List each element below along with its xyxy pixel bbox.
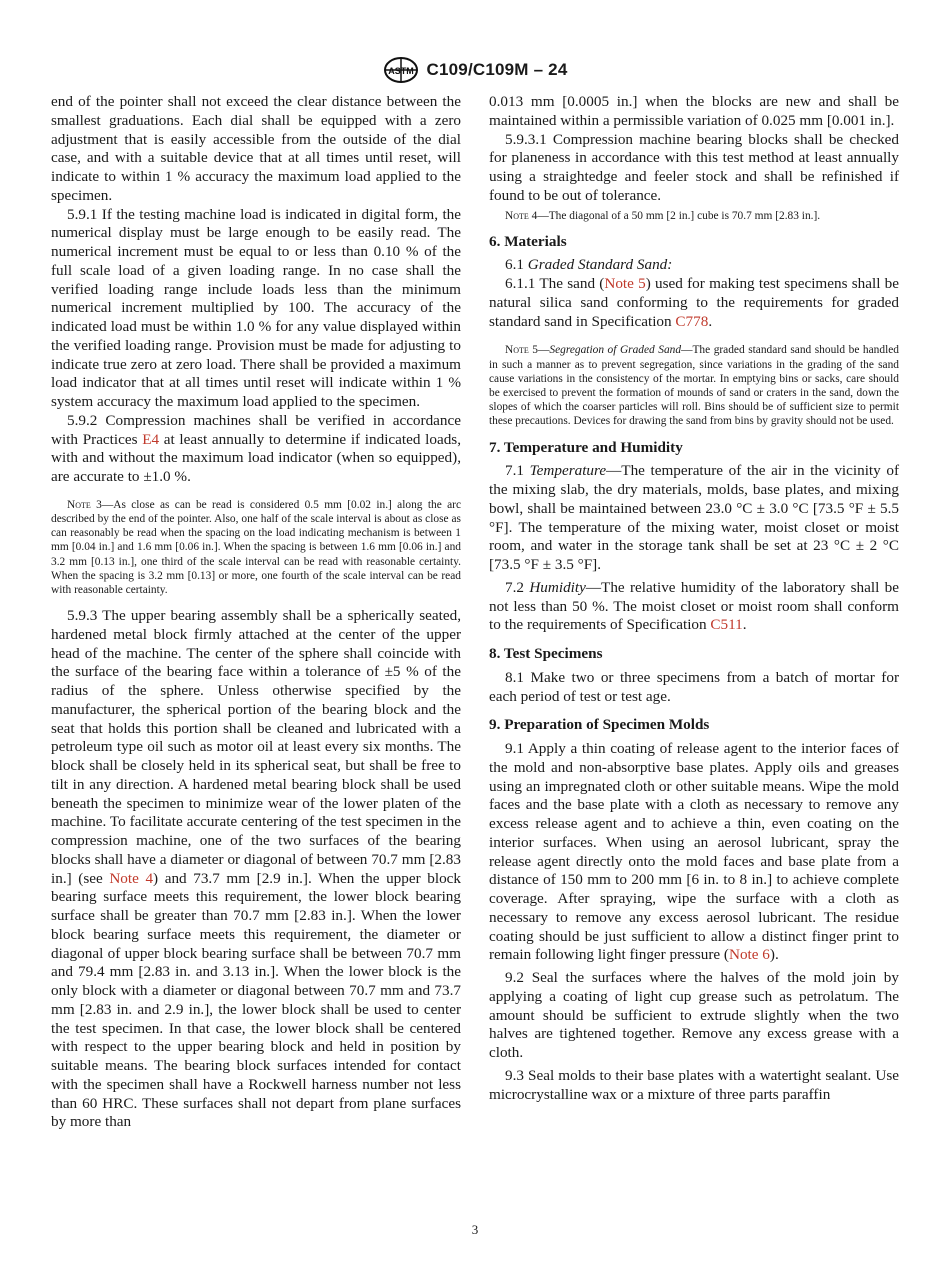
section-8-heading: 8. Test Specimens — [489, 645, 603, 663]
paragraph-5-9-cont: end of the pointer shall not exceed the clear distance between the smallest graduations. Each dial shall be equipped with a zero adjustment that is easily accessible from the outside of the dial case, and with a suitable device that at all times until reset, will indicate to within 1 % accuracy the maximum load applied to the specimen. — [51, 93, 461, 204]
paragraph-8-1: 8.1 Make two or three specimens from a batch of mortar for each period of test or test age. — [489, 668, 899, 705]
page-header — [0, 55, 950, 85]
standard-designation: C109/C109M – 24 — [426, 60, 568, 79]
paragraph-9-3: 9.3 Seal molds to their base plates with a watertight sealant. Use microcrystalline wax or a mixture of three parts paraffin — [489, 1066, 899, 1103]
paragraph-7-1: 7.1 Temperature—The temperature of the air in the vicinity of the mixing slab, the dry materials, molds, base plates, and mixing bowl, shall be maintained between 23.0 °C ± 3.0 °C [73.5 °F ± 5.5 °F]. The temperature of the mixing water, moist closet or moist room, and water in the storage tank shall be set at 23 °C ± 2 °C [73.5 °F ± 3.5 °F]. — [489, 462, 900, 574]
paragraph-5-9-3: 5.9.3 The upper bearing assembly shall be a spherically seated, hardened metal block firmly attached at the center of the upper head of the machine. The center of the sphere shall coincide with the surface of the bearing face within a tolerance of ±5 % of the radius of the sphere. Unless otherwise specified by the manufacturer, the spherical portion of the bearing block and the seat that holds this portion shall be cleaned and lubricated with a petroleum type oil such as motor oil at least every six months. The block shall be closely held in its spherical seat, but shall be free to tilt in any direction. A hardened metal bearing block shall be used beneath the specimen to minimize wear of the lower platen of the machine. To facilitate accurate centering of the test specimen in the compression machine, one of the two surfaces of the bearing blocks shall have a diameter or diagonal of between 70.7 mm [2.83 in.] (see Note 4) and 73.7 mm [2.9 in.]. When the upper block bearing surface meets this requirement, the lower block bearing surface shall be greater than 70.7 mm [2.83 in.]. When the lower block bearing surface meets this requirement, the diameter or diagonal of upper block bearing surface shall be between 70.7 mm and 79.4 mm [2.83 in. and 3.13 in.]. When the lower block is the only block with a diameter or diagonal between 70.7 mm and 73.7 mm [2.83 in. and 2.9 in.], the lower block shall be used to center the test specimen. In that case, the lower block shall be centered with respect to the upper bearing block and held in position by suitable means. The bearing block surfaces intended for contact with the specimen shall have a Rockwell harness number not less than 60 HRC. These surfaces shall not depart from plane surfaces by more than — [51, 607, 461, 1131]
paragraph-6-1: 6.1 Graded Standard Sand: — [505, 256, 673, 274]
note-4: Note 4—The diagonal of a 50 mm [2 in.] cube is 70.7 mm [2.83 in.]. — [505, 209, 821, 222]
link-note-4[interactable]: Note 4 — [109, 869, 154, 887]
page-number: 3 — [471, 1222, 479, 1237]
paragraph-9-1: 9.1 Apply a thin coating of release agent to the interior faces of the mold and non-absorptive base plates. Apply oils and greases using an impregnated cloth or other suitable means. Wipe the mold faces and the base plate with a cloth as necessary to remove any excess release agent and to achieve a thin, even coating on the interior surfaces. When using an aerosol lubricant, spray the release agent directly onto the mold faces and base plate from a distance of 150 mm to 200 mm [6 in. to 8 in.] to achieve complete coverage. After spraying, wipe the surface with a cloth as necessary to remove any excess aerosol lubricant. The residue coating should be just sufficient to allow a distinct finger print to remain following light finger pressure (Note 6). — [489, 740, 899, 964]
note-3: Note 3—As close as can be read is considered 0.5 mm [0.02 in.] along the arc described by the end of the pointer. Also, one half of the scale interval is about as close as can reasonably be read when the spacing on the load indicating mechanism is between 1 mm [0.04 in.] and 1.6 mm [0.06 in.]. When the spacing is between 1.6 mm [0.06 in.] and 3.2 mm [0.13 in.], one third of the scale interval can be read with reasonable certainty. When the spacing is 3.2 mm [0.13] or more, one fourth of the scale interval can be read with reasonable certainty. — [51, 498, 461, 596]
note-5: Note 5—Segregation of Graded Sand—The graded standard sand should be handled in such a manner as to prevent segregation, since variations in the grading of the sand cause variations in the consistency of the mortar. In emptying bins or sacks, care should be exercised to prevent the formation of mounds of sand or craters in the sand, down the slopes of which the coarser particles will roll. Bins should be of sufficient size to permit these precautions. Devices for drawing the sand from bins by gravity should not be used. — [489, 344, 899, 428]
right-column — [489, 93, 899, 1104]
left-column — [51, 93, 461, 1132]
section-6-heading: 6. Materials — [489, 232, 567, 250]
paragraph-5-9-1: 5.9.1 If the testing machine load is indicated in digital form, the numerical display must be large enough to be easily read. The numerical increment must be equal to or less than 0.10 % of the full scale load of a given loading range. In no case shall the verified loading range include loads less than the minimum numerical increment multiplied by 100. The accuracy of the indicated load must be within 1.0 % for any value displayed within the verified loading range. Provision must be made for adjusting to indicate true zero at zero load. There shall be provided a maximum load indicator that at all times until reset will indicate within 1 % system accuracy the maximum load applied to the specimen. — [51, 205, 461, 410]
link-e4[interactable]: E4 — [142, 430, 160, 448]
link-c778[interactable]: C778 — [675, 312, 709, 330]
paragraph-5-9-3-cont: 0.013 mm [0.0005 in.] when the blocks are new and shall be maintained within a permissible variation of 0.025 mm [0.001 in.]. — [489, 93, 899, 129]
link-note-5[interactable]: Note 5 — [604, 275, 646, 293]
link-c511[interactable]: C511 — [710, 616, 743, 634]
paragraph-7-2: 7.2 Humidity—The relative humidity of the laboratory shall be not less than 50 %. The moist closet or moist room shall conform to the requirements of Specification C511. — [489, 578, 899, 634]
paragraph-9-2: 9.2 Seal the surfaces where the halves of the mold join by applying a coating of light cup grease such as petrolatum. The amount should be sufficient to extrude slightly when the two halves are tightened together. Remove any excess grease with a cloth. — [489, 969, 899, 1062]
paragraph-5-9-3-1: 5.9.3.1 Compression machine bearing blocks shall be checked for planeness in accordance with this test method at least annually using a straightedge and feeler stock and shall be refinished if found to be out of tolerance. — [489, 130, 899, 204]
paragraph-6-1-1: 6.1.1 The sand (Note 5) used for making test specimens shall be natural silica sand conforming to the requirements for graded standard sand in Specification C778. — [489, 275, 899, 330]
svg-text:ASTM: ASTM — [387, 66, 414, 76]
link-note-6[interactable]: Note 6 — [728, 946, 770, 964]
section-9-heading: 9. Preparation of Specimen Molds — [489, 716, 710, 734]
section-7-heading: 7. Temperature and Humidity — [489, 438, 683, 456]
astm-logo-icon — [383, 56, 419, 84]
paragraph-5-9-2: 5.9.2 Compression machines shall be verified in accordance with Practices E4 at least annually to determine if indicated loads, with and without the maximum load indicator (when so equipped), are accurate to ±1.0 %. — [51, 411, 461, 485]
